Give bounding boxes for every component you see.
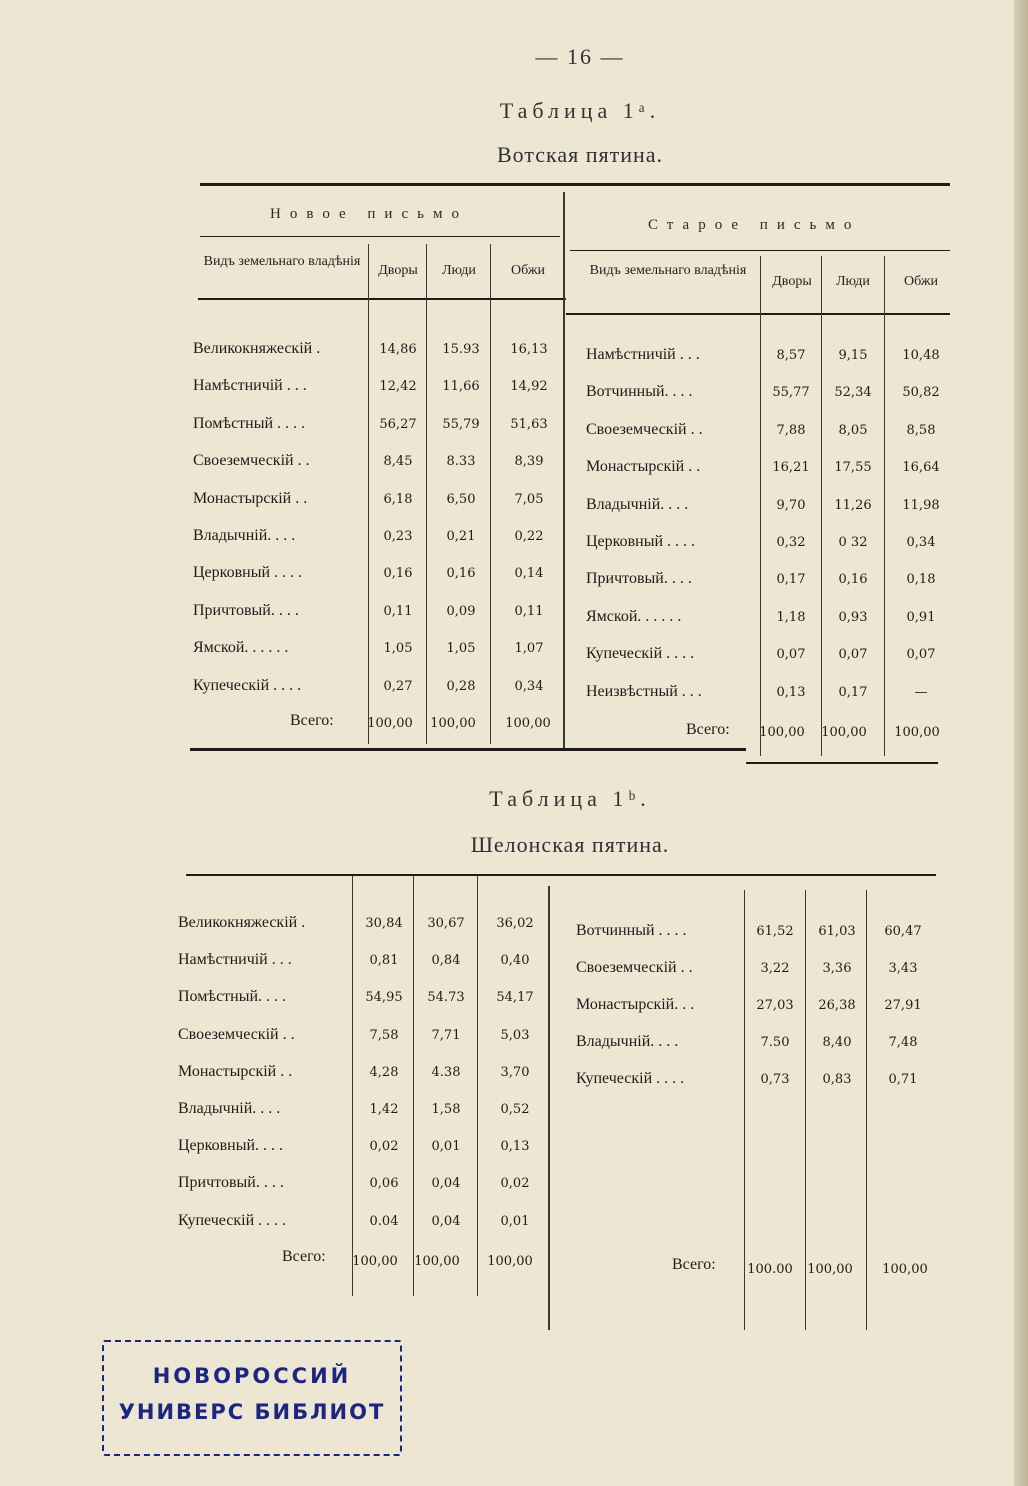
cell-dvory: 0,81: [369, 953, 399, 969]
cell-obzhi: 3,43: [888, 961, 918, 976]
cell-obzhi: 5,03: [500, 1027, 530, 1043]
table-a-new-total-dvory: 100,00: [367, 716, 413, 731]
cell-obzhi: 0,22: [514, 529, 544, 544]
cell-obzhi: 0,71: [888, 1072, 918, 1087]
row-label: Владычній. . . .: [193, 527, 296, 544]
cell-lyudi: 0,17: [838, 684, 868, 700]
table-a-title: Таблица 1ᵃ.: [499, 98, 661, 123]
cell-lyudi: 3,36: [822, 961, 852, 976]
row-label: Намѣстничій . . .: [586, 346, 700, 363]
cell-obzhi: 10,48: [902, 348, 940, 363]
cell-obzhi: 0,18: [906, 572, 936, 588]
stamp-line-2: УНИВЕРС БИБЛИОТ: [118, 1400, 386, 1424]
table-a-top-rule: [200, 183, 950, 186]
table-a-old-total-label: Всего:: [686, 721, 730, 738]
cell-dvory: 1,42: [369, 1102, 399, 1117]
cell-dvory: 0,73: [760, 1072, 790, 1087]
row-label: Своеземческій . .: [576, 959, 693, 976]
table-a-old-col-dvory: Дворы: [772, 274, 812, 289]
cell-obzhi: 0,13: [500, 1139, 530, 1155]
cell-dvory: 0,11: [383, 603, 413, 619]
table-a-old-col-lyudi: Люди: [836, 274, 870, 289]
cell-lyudi: 4.38: [431, 1064, 461, 1080]
row-label: Вотчинный. . . .: [586, 383, 693, 401]
row-label: Ямской. . . . . .: [193, 639, 289, 657]
cell-dvory: 0,13: [776, 684, 806, 700]
cell-dvory: 54,95: [365, 990, 403, 1006]
cell-dvory: 16,21: [772, 460, 810, 476]
cell-obzhi: 0,34: [514, 678, 544, 694]
table-a-new-total-lyudi: 100,00: [430, 716, 476, 731]
table-a-new-header: Новое письмо: [270, 206, 468, 222]
cell-obzhi: 16,64: [902, 460, 940, 476]
table-a-bottom-rule-right: [746, 762, 938, 764]
cell-lyudi: 0,09: [446, 603, 476, 619]
table-a-new-col-dvory: Дворы: [378, 263, 418, 278]
table-a-old-total-dvory: 100,00: [759, 725, 805, 740]
cell-dvory: 4,28: [369, 1064, 399, 1080]
row-label: Причтовый. . . .: [586, 570, 692, 588]
cell-dvory: 0,06: [369, 1176, 399, 1192]
row-label: Причтовый. . . .: [178, 1174, 284, 1192]
row-label: Своеземческій . .: [178, 1025, 295, 1043]
cell-lyudi: 8.33: [446, 454, 476, 470]
table-a-bottom-rule-left: [190, 748, 746, 751]
stamp-line-1: НОВОРОССИЙ: [152, 1364, 352, 1388]
cell-obzhi: 51,63: [510, 416, 548, 432]
row-label: Намѣстничій . . .: [193, 377, 307, 395]
cell-lyudi: 0,04: [431, 1213, 461, 1229]
cell-lyudi: 1,05: [446, 641, 476, 657]
table-a-new-col-kind: Видъ земельнаго владѣнія: [203, 254, 361, 269]
table-b-new-total-lyudi: 100,00: [414, 1254, 460, 1269]
row-label: Монастырскій . .: [193, 489, 308, 507]
cell-dvory: 55,77: [772, 385, 810, 401]
cell-dvory: 6,18: [383, 491, 413, 507]
cell-lyudi: 15.93: [442, 342, 480, 357]
table-a-old-col-obzhi: Обжи: [903, 274, 939, 289]
cell-obzhi: 3,70: [500, 1064, 530, 1080]
cell-obzhi: 0,91: [906, 609, 936, 625]
cell-obzhi: 7,48: [888, 1035, 918, 1050]
row-label: Помѣстный. . . .: [178, 988, 287, 1006]
row-label: Церковный. . . .: [178, 1137, 284, 1155]
table-a-old-col-kind: Видъ земельнаго владѣнія: [589, 263, 747, 278]
cell-obzhi: 0,07: [906, 647, 936, 663]
cell-lyudi: 0 32: [838, 535, 868, 550]
table-a-old-header: Старое письмо: [648, 217, 861, 233]
cell-lyudi: 0,28: [446, 678, 476, 694]
row-label: Владычній. . . .: [576, 1033, 679, 1050]
table-b-new-total-dvory: 100,00: [352, 1254, 398, 1269]
table-b-new-total-label: Всего:: [282, 1248, 326, 1265]
cell-lyudi: 26,38: [818, 998, 856, 1013]
table-a-new-total-label: Всего:: [290, 712, 334, 729]
cell-lyudi: 61,03: [818, 924, 856, 939]
cell-dvory: 14,86: [379, 342, 417, 357]
cell-obzhi: 1,07: [514, 641, 544, 657]
cell-dvory: 0,32: [776, 535, 806, 550]
page-number: — 16 —: [535, 44, 625, 69]
cell-lyudi: 8,05: [838, 422, 868, 438]
library-stamp: [102, 1340, 402, 1456]
cell-dvory: 0,17: [776, 572, 806, 588]
cell-lyudi: 0,21: [446, 529, 476, 544]
row-label: Великокняжескій .: [193, 340, 321, 357]
table-b-top-rule: [186, 874, 936, 876]
table-b-new-total-obzhi: 100,00: [487, 1254, 533, 1269]
table-b-old-total-obzhi: 100,00: [882, 1262, 928, 1277]
cell-obzhi: 0,14: [514, 566, 544, 582]
table-a-new-col-obzhi: Обжи: [510, 263, 546, 278]
cell-dvory: 8,45: [383, 454, 413, 470]
cell-lyudi: 0,07: [838, 647, 868, 663]
table-a-subtitle: Вотская пятина.: [496, 142, 664, 167]
row-label: Церковный . . . .: [193, 564, 303, 582]
row-label: Владычній. . . .: [586, 495, 689, 513]
cell-lyudi: 55,79: [442, 416, 480, 432]
cell-obzhi: 16,13: [510, 342, 548, 357]
row-label: Своеземческій . .: [586, 420, 703, 438]
cell-dvory: 61,52: [756, 924, 794, 939]
cell-obzhi: 0,40: [500, 953, 530, 969]
cell-dvory: 0,07: [776, 647, 806, 663]
table-b-old-total-dvory: 100.00: [747, 1262, 793, 1277]
cell-dvory: 8,57: [776, 348, 806, 363]
cell-obzhi: 8,58: [906, 422, 936, 438]
cell-dvory: 7,58: [369, 1027, 399, 1043]
cell-dvory: 0.04: [369, 1213, 399, 1229]
cell-dvory: 0,23: [383, 529, 413, 544]
cell-obzhi: 54,17: [496, 990, 534, 1006]
cell-lyudi: 0,84: [431, 953, 461, 969]
cell-obzhi: —: [914, 684, 928, 700]
row-label: Великокняжескій .: [178, 914, 306, 931]
cell-lyudi: 52,34: [834, 385, 872, 401]
cell-lyudi: 8,40: [822, 1035, 852, 1050]
row-label: Намѣстничій . . .: [178, 951, 292, 969]
cell-lyudi: 7,71: [431, 1027, 461, 1043]
page-edge: [1014, 0, 1028, 1486]
cell-lyudi: 30,67: [427, 916, 465, 931]
table-a-old-total-obzhi: 100,00: [894, 725, 940, 740]
cell-obzhi: 7,05: [514, 491, 544, 507]
cell-dvory: 3,22: [760, 961, 790, 976]
cell-lyudi: 9,15: [838, 348, 868, 363]
row-label: Монастырскій. . .: [576, 996, 695, 1013]
cell-lyudi: 17,55: [834, 460, 872, 476]
cell-lyudi: 1,58: [431, 1102, 461, 1117]
cell-lyudi: 0,16: [838, 572, 868, 588]
cell-lyudi: 0,83: [822, 1072, 852, 1087]
cell-lyudi: 0,01: [431, 1139, 461, 1155]
row-label: Монастырскій . .: [586, 458, 701, 476]
row-label: Своеземческій . .: [193, 452, 310, 470]
cell-obzhi: 14,92: [510, 379, 548, 395]
cell-lyudi: 11,26: [834, 497, 872, 513]
cell-obzhi: 11,98: [902, 497, 940, 513]
cell-obzhi: 0,02: [500, 1176, 530, 1192]
cell-obzhi: 27,91: [884, 998, 922, 1013]
table-b-subtitle: Шелонская пятина.: [470, 832, 670, 857]
cell-lyudi: 11,66: [442, 379, 480, 395]
cell-obzhi: 0,01: [500, 1213, 530, 1229]
row-label: Купеческій . . . .: [576, 1070, 685, 1087]
cell-lyudi: 54.73: [427, 990, 465, 1006]
cell-obzhi: 50,82: [902, 385, 940, 401]
cell-dvory: 0,16: [383, 566, 413, 582]
row-label: Неизвѣстный . . .: [586, 682, 702, 700]
row-label: Церковный . . . .: [586, 533, 696, 550]
table-a-new-total-obzhi: 100,00: [505, 716, 551, 731]
cell-dvory: 0,27: [383, 678, 413, 694]
cell-obzhi: 8,39: [514, 454, 544, 470]
cell-dvory: 27,03: [756, 998, 794, 1013]
cell-dvory: 0,02: [369, 1139, 399, 1155]
table-b-old-total-lyudi: 100,00: [807, 1262, 853, 1277]
cell-dvory: 7.50: [760, 1035, 790, 1050]
row-label: Купеческій . . . .: [193, 676, 302, 694]
cell-dvory: 1,05: [383, 641, 413, 657]
cell-dvory: 9,70: [776, 497, 806, 513]
cell-dvory: 7,88: [776, 422, 806, 438]
table-b-old-total-label: Всего:: [672, 1256, 716, 1273]
cell-obzhi: 60,47: [884, 924, 922, 939]
table-a-old-total-lyudi: 100,00: [821, 725, 867, 740]
cell-lyudi: 0,04: [431, 1176, 461, 1192]
row-label: Вотчинный . . . .: [576, 922, 687, 939]
cell-obzhi: 0,34: [906, 535, 936, 550]
cell-obzhi: 36,02: [496, 916, 534, 931]
row-label: Причтовый. . . .: [193, 601, 299, 619]
row-label: Помѣстный . . . .: [193, 414, 306, 432]
cell-lyudi: 0,93: [838, 609, 868, 625]
cell-lyudi: 0,16: [446, 566, 476, 582]
cell-dvory: 56,27: [379, 416, 417, 432]
row-label: Ямской. . . . . .: [586, 607, 682, 625]
cell-dvory: 30,84: [365, 916, 403, 931]
cell-obzhi: 0,11: [514, 603, 544, 619]
cell-dvory: 1,18: [776, 609, 806, 625]
cell-lyudi: 6,50: [446, 491, 476, 507]
row-label: Купеческій . . . .: [178, 1211, 287, 1229]
table-a-new-col-lyudi: Люди: [442, 263, 476, 278]
row-label: Владычній. . . .: [178, 1100, 281, 1117]
table-b-title: Таблица 1ᵇ.: [489, 786, 651, 811]
cell-obzhi: 0,52: [500, 1102, 530, 1117]
row-label: Монастырскій . .: [178, 1062, 293, 1080]
cell-dvory: 12,42: [379, 379, 417, 395]
row-label: Купеческій . . . .: [586, 645, 695, 663]
